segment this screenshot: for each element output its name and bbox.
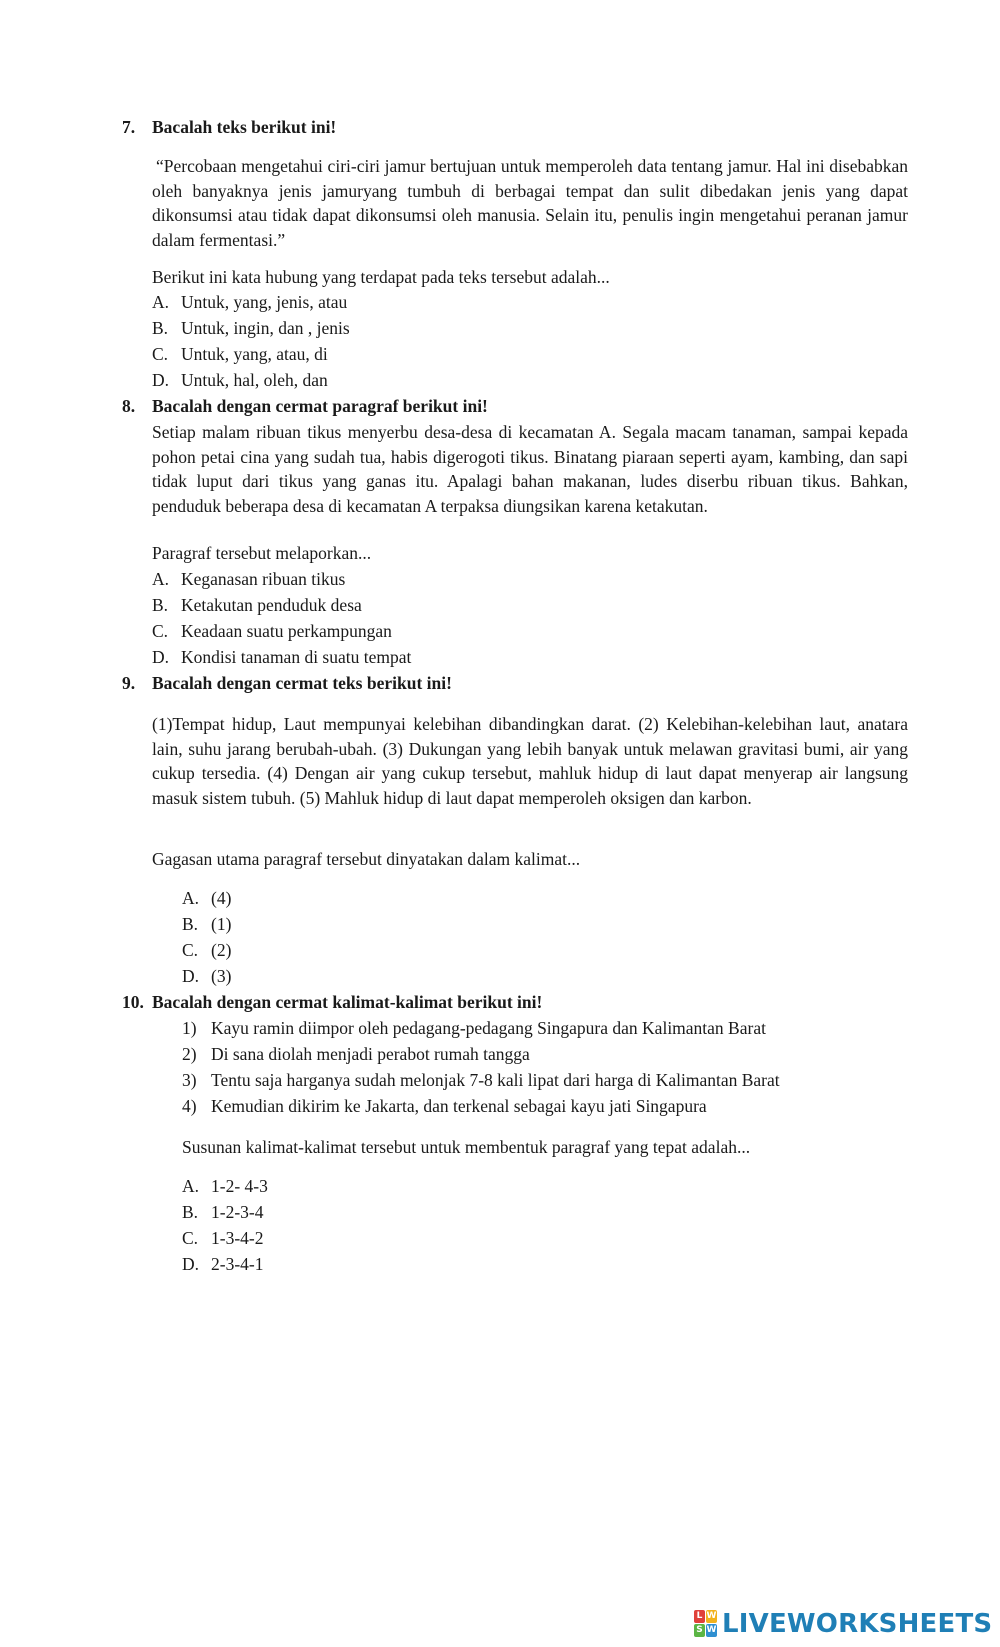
question-number: 10.	[122, 992, 144, 1012]
logo-mark-tile: W	[706, 1625, 717, 1635]
option-text: Kondisi tanaman di suatu tempat	[181, 647, 412, 667]
sentence-text: Kemudian dikirim ke Jakarta, dan terkenal sebagai kayu jati Singapura	[211, 1096, 707, 1116]
question-number: 8.	[122, 396, 136, 416]
option-text: Keadaan suatu perkampungan	[181, 621, 392, 641]
option-text: Keganasan ribuan tikus	[181, 569, 346, 589]
logo-mark-tile: S	[694, 1624, 705, 1637]
option-label: A.	[182, 1176, 200, 1196]
question-7-prompt: Berikut ini kata hubung yang terdapat pada teks tersebut adalah...	[152, 267, 610, 287]
option-text: Untuk, yang, jenis, atau	[181, 292, 348, 312]
sentence-text: Tentu saja harganya sudah melonjak 7-8 kali lipat dari harga di Kalimantan Barat	[211, 1070, 780, 1090]
logo-mark-tile: L	[694, 1610, 705, 1623]
sentence-label: 2)	[182, 1044, 197, 1064]
option-text: (4)	[211, 888, 232, 908]
option-label: A.	[152, 569, 170, 589]
question-9-prompt: Gagasan utama paragraf tersebut dinyatakan dalam kalimat...	[152, 849, 581, 869]
option-label: C.	[152, 621, 169, 641]
option-text: (1)	[211, 914, 232, 934]
option-label: B.	[182, 914, 199, 934]
option-text: 2-3-4-1	[211, 1254, 264, 1274]
option-label: D.	[152, 370, 170, 390]
question-number: 7.	[122, 117, 136, 137]
option-label: A.	[152, 292, 170, 312]
option-text: 1-3-4-2	[211, 1228, 264, 1248]
sentence-text: Di sana diolah menjadi perabot rumah tangga	[211, 1044, 530, 1064]
question-10-prompt: Susunan kalimat-kalimat tersebut untuk membentuk paragraf yang tepat adalah...	[182, 1137, 751, 1157]
question-title: Bacalah dengan cermat paragraf berikut ini!	[152, 396, 488, 416]
option-text: (3)	[211, 966, 232, 986]
option-text: Ketakutan penduduk desa	[181, 595, 362, 615]
question-9-passage: (1)Tempat hidup, Laut mempunyai kelebihan dibandingkan darat. (2) Kelebihan-kelebihan laut, anatara lain, suhu jarang berubah-ubah. (3) Dukungan yang lebih banyak untuk melawan gravitasi bumi, air yang cukup tersedia. (4) Dengan air yang cukup tersebut, mahluk hidup di laut dapat menyerap air langsung masuk sistem tubuh. (5) Mahluk hidup di laut dapat memperoleh oksigen dan karbon.	[152, 714, 908, 808]
question-7-passage: “Percobaan mengetahui ciri-ciri jamur bertujuan untuk memperoleh data tentang jamur. Hal ini disebabkan oleh banyaknya jenis jamuryang tumbuh di berbagai tempat dan sulit dibedakan jenis yang dapat dikonsumsi atau tidak dapat dikonsumsi oleh manusia. Selain itu, penulis ingin mengetahui peranan jamur dalam fermentasi.”	[152, 156, 908, 250]
option-label: B.	[152, 318, 169, 338]
liveworksheets-logo-icon	[694, 1610, 718, 1638]
option-label: C.	[152, 344, 169, 364]
option-text: 1-2- 4-3	[211, 1176, 268, 1196]
sentence-text: Kayu ramin diimpor oleh pedagang-pedagang Singapura dan Kalimantan Barat	[211, 1018, 766, 1038]
sentence-label: 3)	[182, 1070, 197, 1090]
option-label: C.	[182, 1228, 199, 1248]
question-title: Bacalah teks berikut ini!	[152, 117, 337, 137]
sentence-label: 1)	[182, 1018, 197, 1038]
liveworksheets-logo	[694, 1608, 992, 1640]
option-text: Untuk, hal, oleh, dan	[181, 370, 328, 390]
option-label: A.	[182, 888, 200, 908]
option-text: 1-2-3-4	[211, 1202, 264, 1222]
logo-mark-tile: W	[706, 1611, 717, 1621]
option-label: D.	[152, 647, 170, 667]
question-title: Bacalah dengan cermat kalimat-kalimat berikut ini!	[152, 992, 543, 1012]
question-8-passage: Setiap malam ribuan tikus menyerbu desa-desa di kecamatan A. Segala macam tanaman, sampai kepada pohon petai cina yang sudah tua, habis digerogoti tikus. Binatang piaraan seperti ayam, kambing, dan sapi tidak luput dari tikus yang ganas itu. Apalagi bahan makanan, ludes diserbu ribuan tikus. Bahkan, penduduk beberapa desa di kecamatan A terpaksa diungsikan karena ketakutan.	[152, 422, 908, 516]
option-text: Untuk, ingin, dan , jenis	[181, 318, 350, 338]
sentence-label: 4)	[182, 1096, 197, 1116]
option-label: B.	[152, 595, 169, 615]
option-text: (2)	[211, 940, 232, 960]
option-label: C.	[182, 940, 199, 960]
question-8-prompt: Paragraf tersebut melaporkan...	[152, 543, 372, 563]
option-text: Untuk, yang, atau, di	[181, 344, 328, 364]
option-label: B.	[182, 1202, 199, 1222]
question-title: Bacalah dengan cermat teks berikut ini!	[152, 673, 452, 693]
option-label: D.	[182, 1254, 200, 1274]
question-number: 9.	[122, 673, 136, 693]
option-label: D.	[182, 966, 200, 986]
logo-text: LIVEWORKSHEETS	[722, 1609, 993, 1639]
